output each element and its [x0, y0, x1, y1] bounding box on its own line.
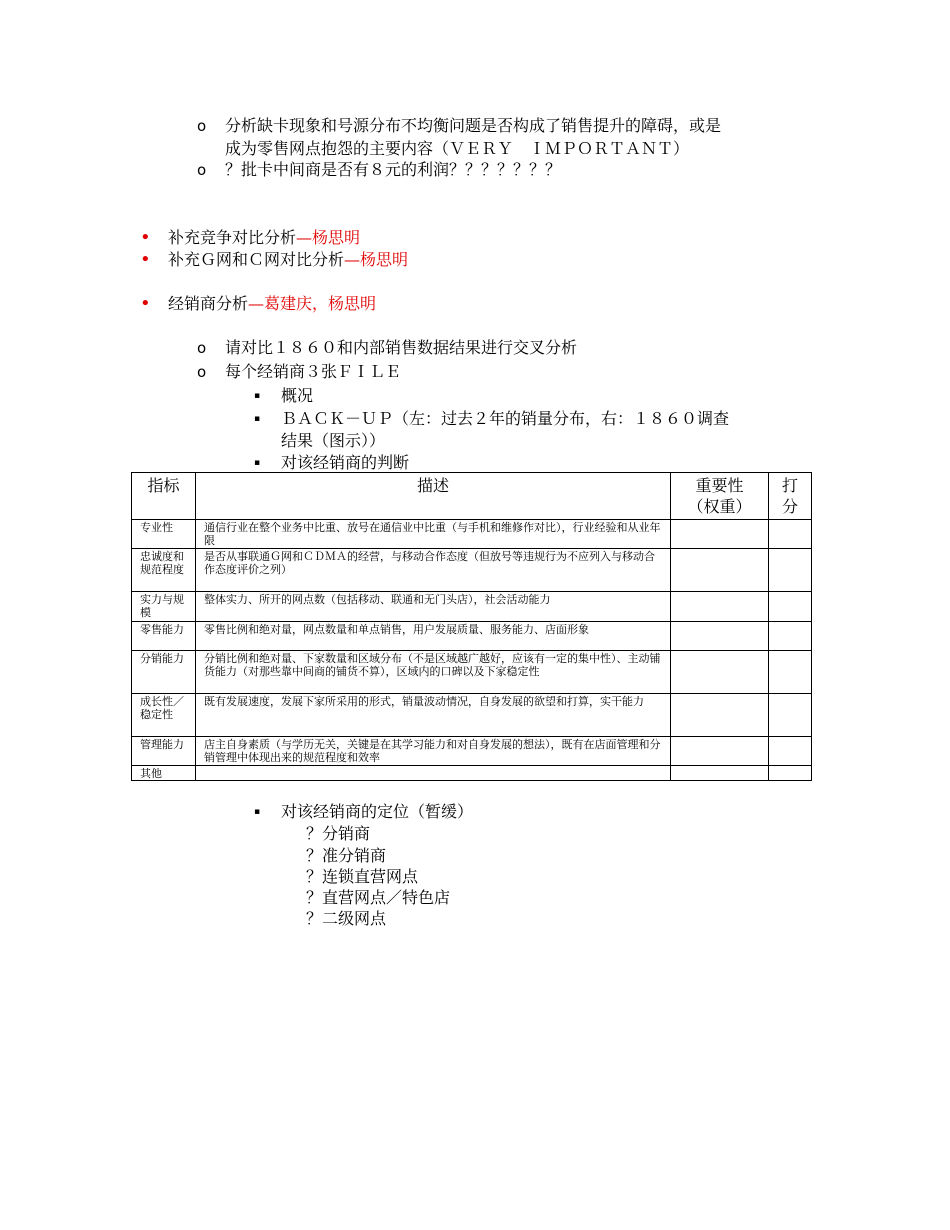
sub-item-text-continued: 结果（图示））	[281, 431, 386, 450]
list-marker-o: o	[197, 363, 207, 381]
bullet-item	[168, 249, 408, 271]
header-indicator: 指标	[132, 473, 196, 520]
row-indicator: 专业性	[132, 520, 196, 549]
table-row	[132, 622, 812, 651]
square-bullet-icon: ▪	[254, 458, 261, 468]
header-description: 描述	[196, 473, 671, 520]
list-item-text: ？批卡中间商是否有８元的利润？？？？？？？	[225, 160, 562, 179]
list-item-text: 分析缺卡现象和号源分布不均衡问题是否构成了销售提升的障碍，或是	[225, 116, 722, 135]
bullet-text: 经销商分析	[168, 294, 249, 313]
row-weight-cell[interactable]	[671, 694, 769, 737]
positioning-option: ？直营网点／特色店	[306, 888, 451, 907]
row-indicator: 成长性／稳定性	[132, 694, 196, 737]
list-marker-o: o	[197, 117, 207, 135]
bullet-text: 补充竞争对比分析	[168, 228, 297, 247]
table-row	[132, 694, 812, 737]
bullet-item	[168, 293, 376, 315]
row-score-cell[interactable]	[769, 520, 812, 549]
row-description: 通信行业在整个业务中比重、放号在通信业中比重（与手机和维修作对比），行业经验和从业年限	[196, 520, 671, 549]
row-indicator: 分销能力	[132, 651, 196, 694]
list-marker-o: o	[197, 339, 207, 357]
row-description: 分销比例和绝对量、下家数量和区域分布（不是区域越广越好，应该有一定的集中性）、主动铺货能力（对那些靠中间商的铺货不算），区域内的口碑以及下家稳定性	[196, 651, 671, 694]
row-score-cell[interactable]	[769, 592, 812, 622]
row-indicator: 其他	[132, 766, 196, 781]
table-header-row	[132, 473, 812, 520]
row-indicator: 忠诚度和规范程度	[132, 549, 196, 592]
bullet-owner: —杨思明	[344, 250, 409, 269]
bullet-owner: —杨思明	[296, 228, 361, 247]
row-score-cell[interactable]	[769, 766, 812, 781]
square-bullet-icon: ▪	[254, 391, 261, 401]
list-marker-o: o	[197, 161, 207, 179]
positioning-option: ？连锁直营网点	[306, 867, 419, 886]
row-score-cell[interactable]	[769, 622, 812, 651]
bullet-icon: •	[140, 293, 151, 314]
row-description: 整体实力、所开的网点数（包括移动、联通和无门头店），社会活动能力	[196, 592, 671, 622]
square-bullet-icon: ▪	[254, 414, 261, 424]
table-row	[132, 520, 812, 549]
sub-item-text: 概况	[281, 386, 314, 405]
row-indicator: 零售能力	[132, 622, 196, 651]
bullet-owner: —葛建庆，杨思明	[248, 294, 377, 313]
bullet-icon: •	[140, 249, 151, 270]
positioning-option: ？二级网点	[306, 909, 387, 928]
row-score-cell[interactable]	[769, 737, 812, 766]
list-item-text: 每个经销商３张ＦＩＬＥ	[225, 362, 402, 381]
positioning-option: ？准分销商	[306, 846, 387, 865]
header-weight: 重要性 （权重）	[671, 473, 769, 520]
row-weight-cell[interactable]	[671, 622, 769, 651]
row-description: 零售比例和绝对量，网点数量和单点销售，用户发展质量、服务能力、店面形象	[196, 622, 671, 651]
row-weight-cell[interactable]	[671, 592, 769, 622]
bullet-icon: •	[140, 227, 151, 248]
sub-item-text: 对该经销商的判断	[281, 453, 410, 472]
bullet-item	[168, 227, 360, 249]
row-description: 店主自身素质（与学历无关，关键是在其学习能力和对自身发展的想法），既有在店面管理和分销管理中体现出来的规范程度和效率	[196, 737, 671, 766]
evaluation-table	[131, 472, 812, 781]
square-bullet-icon: ▪	[254, 807, 261, 817]
row-weight-cell[interactable]	[671, 737, 769, 766]
positioning-option: ？分销商	[306, 824, 371, 843]
row-indicator: 实力与规模	[132, 592, 196, 622]
row-indicator: 管理能力	[132, 737, 196, 766]
row-weight-cell[interactable]	[671, 766, 769, 781]
table-row	[132, 766, 812, 781]
header-score: 打 分	[769, 473, 812, 520]
row-score-cell[interactable]	[769, 651, 812, 694]
positioning-title: 对该经销商的定位（暂缓）	[281, 802, 474, 821]
list-item-text: 请对比１８６０和内部销售数据结果进行交叉分析	[225, 338, 578, 357]
row-score-cell[interactable]	[769, 549, 812, 592]
row-weight-cell[interactable]	[671, 651, 769, 694]
row-weight-cell[interactable]	[671, 520, 769, 549]
table-row	[132, 651, 812, 694]
row-description: 是否从事联通Ｇ网和ＣＤＭＡ的经营，与移动合作态度（但放号等违规行为不应列入与移动合作态度评价之列）	[196, 549, 671, 592]
row-weight-cell[interactable]	[671, 549, 769, 592]
row-description	[196, 766, 671, 781]
bullet-text: 补充Ｇ网和Ｃ网对比分析	[168, 250, 345, 269]
row-description: 既有发展速度，发展下家所采用的形式，销量波动情况，自身发展的欲望和打算，实干能力	[196, 694, 671, 737]
row-score-cell[interactable]	[769, 694, 812, 737]
list-item-text-continued: 成为零售网点抱怨的主要内容（ＶＥＲＹ ＩＭＰＯＲＴＡＮＴ）	[225, 139, 690, 158]
table-row	[132, 549, 812, 592]
sub-item-text: ＢＡＣＫ－ＵＰ（左：过去２年的销量分布，右：１８６０调查	[281, 409, 730, 428]
table-row	[132, 592, 812, 622]
table-row	[132, 737, 812, 766]
